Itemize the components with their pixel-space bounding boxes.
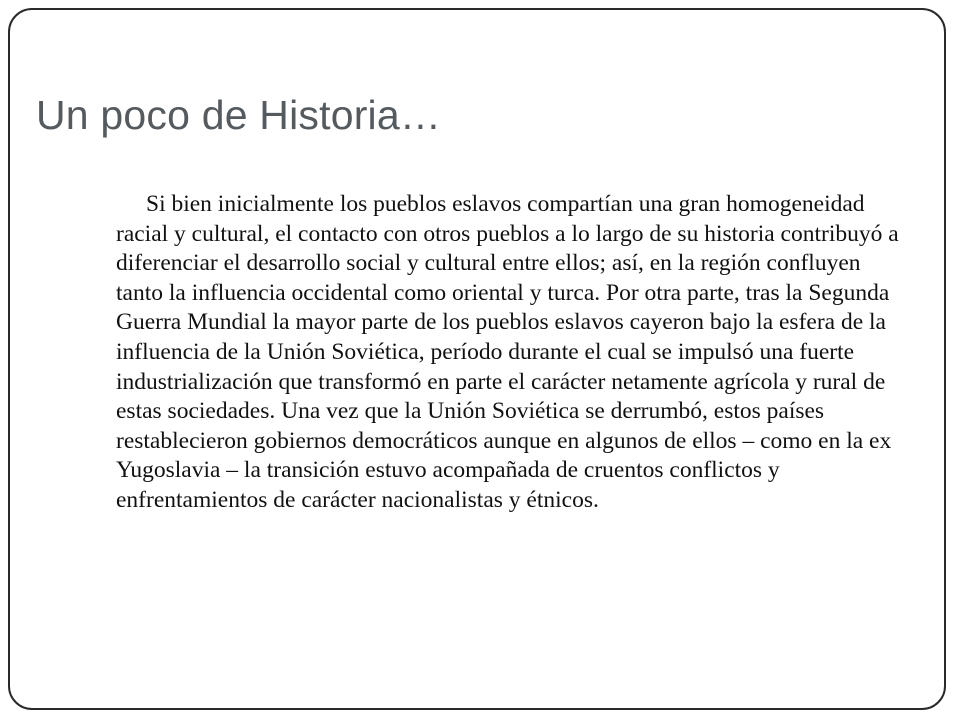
slide-frame xyxy=(8,8,946,710)
slide-body-text: Si bien inicialmente los pueblos eslavos compartían una gran homogeneidad racial y cultural, el contacto con otros pueblos a lo largo de su historia contribuyó a diferenciar el desarrollo social y cultural entre ellos; así, en la región confluyen tanto la influencia occidental como oriental y turca. Por otra parte, tras la Segunda Guerra Mundial la mayor parte de los pueblos eslavos cayeron bajo la esfera de la influencia de la Unión Soviética, período durante el cual se impulsó una fuerte industrialización que transformó en parte el carácter netamente agrícola y rural de estas sociedades. Una vez que la Unión Soviética se derrumbó, estos países restablecieron gobiernos democráticos aunque en algunos de ellos – como en la ex Yugoslavia – la transición estuvo acompañada de cruentos conflictos y enfrentamientos de carácter nacionalistas y étnicos. xyxy=(116,191,899,513)
slide-title: Un poco de Historia… xyxy=(36,92,442,138)
